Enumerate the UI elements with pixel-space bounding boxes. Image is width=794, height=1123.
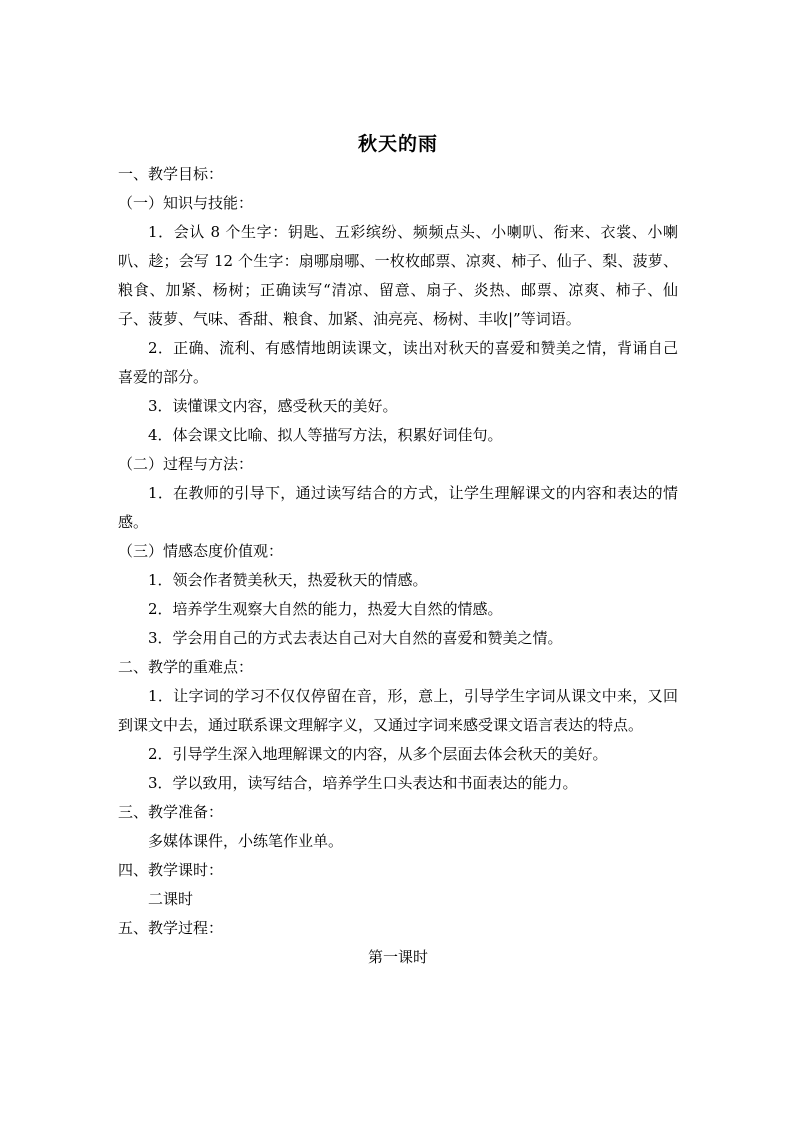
paragraph-key-point-2: 2．引导学生深入地理解课文的内容，从多个层面去体会秋天的美好。 xyxy=(148,745,608,763)
paragraph-rhetoric: 4．体会课文比喻、拟人等描写方法，积累好词佳句。 xyxy=(148,426,503,444)
section-heading-objectives: 一、教学目标： xyxy=(118,165,224,183)
section-heading-preparation: 三、教学准备： xyxy=(118,803,224,821)
section-heading-key-points: 二、教学的重难点： xyxy=(118,658,254,676)
section-heading-periods: 四、教学课时： xyxy=(118,861,224,879)
paragraph-preparation: 多媒体课件，小练笔作业单。 xyxy=(148,832,344,850)
paragraph-comprehension: 3．读懂课文内容，感受秋天的美好。 xyxy=(148,397,398,415)
paragraph-key-point-1: 1．让字词的学习不仅仅停留在音，形，意上，引导学生字词从课文中来，又回到课文中去，通过联系课文理解字义，又通过字词来感受课文语言表达的特点。 xyxy=(118,687,678,734)
page-title: 秋天的雨 xyxy=(357,133,438,155)
lesson-period-title: 第一课时 xyxy=(367,948,428,966)
paragraph-emotion-2: 2．培养学生观察大自然的能力，热爱大自然的情感。 xyxy=(148,600,503,618)
paragraph-vocabulary: 1．会认 8 个生字：钥匙、五彩缤纷、频频点头、小喇叭、衔来、衣裳、小喇叭、趁；会写 12 个生字：扇哪扇哪、一枚枚邮票、凉爽、柿子、仙子、梨、菠萝、粮食、加紧、杨树；正确读写“清凉、留意、扇子、炎热、邮票、凉爽、柿子、仙子、菠萝、气味、香甜、粮食、加紧、油亮亮、杨树、丰收|”等词语。 xyxy=(118,223,678,328)
paragraph-reading: 2．正确、流利、有感情地朗读课文，读出对秋天的喜爱和赞美之情，背诵自己喜爱的部分。 xyxy=(118,339,678,386)
paragraph-guided-reading: 1．在教师的引导下，通过读写结合的方式，让学生理解课文的内容和表达的情感。 xyxy=(118,484,678,531)
subheading-process-method: （二）过程与方法： xyxy=(118,455,254,473)
subheading-knowledge-skills: （一）知识与技能： xyxy=(118,194,254,212)
paragraph-emotion-1: 1．领会作者赞美秋天，热爱秋天的情感。 xyxy=(148,571,428,589)
document-body xyxy=(118,128,678,972)
paragraph-key-point-3: 3．学以致用，读写结合，培养学生口头表达和书面表达的能力。 xyxy=(148,774,578,792)
section-heading-process: 五、教学过程： xyxy=(118,919,224,937)
paragraph-emotion-3: 3．学会用自己的方式去表达自己对大自然的喜爱和赞美之情。 xyxy=(148,629,563,647)
paragraph-periods: 二课时 xyxy=(148,890,194,908)
subheading-emotion-values: （三）情感态度价值观： xyxy=(118,542,284,560)
